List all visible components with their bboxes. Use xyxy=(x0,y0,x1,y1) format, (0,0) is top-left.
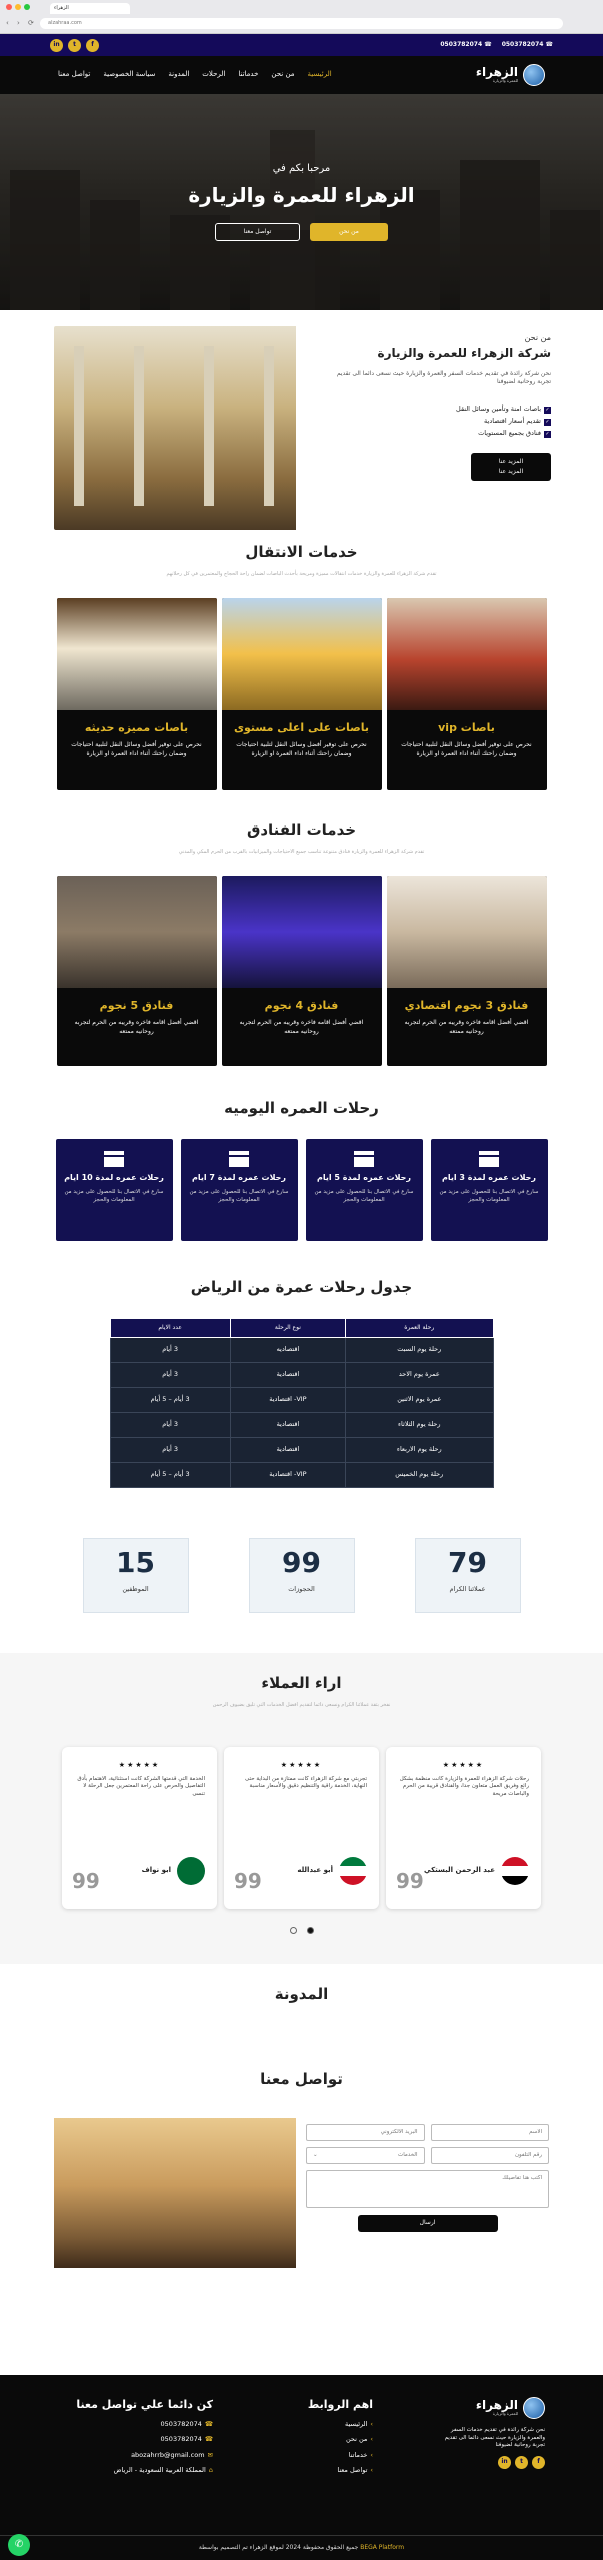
check-icon: ✓ xyxy=(545,430,550,437)
review-card: ★★★★★ الخدمة التي قدمتها الشركة كانت استثنائية، الاهتمام بأدق التفاصيل والحرص على راحة المعتمرين جعل الرحلة لا تنسى ابو نواف 99 xyxy=(62,1747,217,1909)
nav-privacy[interactable]: سياسة الخصوصية xyxy=(103,70,156,79)
service-select[interactable]: الخدمات ⌄ xyxy=(306,2147,425,2164)
kaaba-icon xyxy=(354,1151,374,1167)
flag-kuwait-icon xyxy=(339,1857,367,1885)
platform-link[interactable]: BEGA Platform xyxy=(360,2543,405,2551)
about-point: ✓تقديم أسعار اقتصادية xyxy=(484,416,550,425)
about-point: ✓باصات امنة وتأمين وسائل النقل xyxy=(456,404,550,413)
stars-icon: ★★★★★ xyxy=(280,1761,323,1769)
hotel-facade-image xyxy=(57,876,217,988)
footer-link[interactable]: ›من نحن xyxy=(345,2435,373,2444)
table-row: عمرة يوم الاحد اقتصادية 3 أيام xyxy=(110,1363,493,1388)
top-bar xyxy=(0,34,603,56)
schedule-title: جدول رحلات عمرة من الرياض xyxy=(190,1278,413,1296)
window-controls[interactable] xyxy=(6,4,30,10)
stat-clients: 79 عملائنا الكرام xyxy=(415,1538,521,1613)
globe-logo-icon xyxy=(523,64,545,86)
hotel-room-image xyxy=(387,876,547,988)
review-card: ★★★★★ رحلات شركة الزهراء للعمرة والزيارة كانت منظمة بشكل رائع وفريق العمل متعاون جدا، والفنادق قريبة من الحرم والباصات مريحة عبد الرحمن البستكي 99 xyxy=(386,1747,541,1909)
schedule-table xyxy=(110,1318,494,1488)
table-header: نوع الرحلة xyxy=(230,1319,345,1338)
main-nav xyxy=(0,56,603,94)
daily-trip-card[interactable]: رحلات عمره لمدة 10 ايام سارع في الاتصال بنا للحصول على مزيد من المعلومات والحجز xyxy=(56,1139,173,1241)
about-section xyxy=(0,310,603,528)
footer-link[interactable]: ›تواصل معنا xyxy=(337,2465,373,2474)
nav-contact[interactable]: تواصل معنا xyxy=(58,70,91,79)
table-row: رحلة يوم الاربعاء اقتصادية 3 أيام xyxy=(110,1438,493,1463)
transport-card[interactable]: باصات vip نحرص على توفير أفضل وسائل النقل لتلبية احتياجات وضمان راحتك أثناء اداء العمرة او الزيارة xyxy=(387,598,547,790)
footer-address: ⌂المملكة العربية السعودية - الرياض xyxy=(113,2465,213,2474)
nav-home[interactable]: الرئيسية xyxy=(307,70,332,79)
kaaba-icon xyxy=(104,1151,124,1167)
check-icon: ✓ xyxy=(545,418,550,425)
name-input[interactable]: الاسم xyxy=(431,2124,550,2141)
mosque-image xyxy=(54,326,296,530)
footer-link[interactable]: ›الرئيسية xyxy=(345,2420,373,2429)
table-row: رحلة يوم الثلاثاء اقتصادية 3 أيام xyxy=(110,1413,493,1438)
transport-title: خدمات الانتقال xyxy=(245,543,358,561)
bus-image xyxy=(222,598,382,710)
transport-card[interactable]: باصات على اعلى مستوى نحرص على توفير أفضل وسائل النقل لتلبية احتياجات وضمان راحتك أثناء اداء العمرة او الزيارة xyxy=(222,598,382,790)
about-label: من نحن xyxy=(524,333,551,342)
phone-link[interactable]: ☎ 0503782074 xyxy=(440,40,492,48)
address-bar[interactable]: alzahraa.com xyxy=(40,18,563,29)
phone-input[interactable]: رقم التلفون xyxy=(431,2147,550,2164)
contact-us-button[interactable]: تواصل معنا xyxy=(215,223,300,241)
daily-trip-card[interactable]: رحلات عمره لمدة 5 ايام سارع في الاتصال بنا للحصول على مزيد من المعلومات والحجز xyxy=(306,1139,423,1241)
hotel-card[interactable]: فنادق 3 نجوم اقتصادي اقضي أفضل اقامه فاخره وقريبه من الحرم لتجربه روحانيه ممتعه xyxy=(387,876,547,1066)
phone-link[interactable]: ☎ 0503782074 xyxy=(501,40,553,48)
hotels-title: خدمات الفنادق xyxy=(246,821,357,839)
blog-title: المدونة xyxy=(274,1985,329,2003)
hero-banner xyxy=(0,94,603,310)
globe-logo-icon xyxy=(523,2397,545,2419)
hotel-building-image xyxy=(222,876,382,988)
twitter-icon[interactable]: t xyxy=(515,2456,528,2469)
stars-icon: ★★★★★ xyxy=(118,1761,161,1769)
hero-title: الزهراء للعمرة والزيارة xyxy=(188,183,415,207)
whatsapp-icon[interactable]: ✆ xyxy=(8,2534,30,2556)
table-row: عمرة يوم الاثنين VIP- اقتصادية 3 أيام – 5 أيام xyxy=(110,1388,493,1413)
mosque-sunset-image xyxy=(54,2118,296,2268)
stat-employees: 15 الموظفين xyxy=(83,1538,189,1613)
transport-card[interactable]: باصات مميزه حديثه نحرص على توفير أفضل وسائل النقل لتلبية احتياجات وضمان راحتك أثناء اداء العمرة او الزيارة xyxy=(57,598,217,790)
flag-saudi-icon xyxy=(177,1857,205,1885)
footer-phone[interactable]: ☎0503782074 xyxy=(160,2420,213,2429)
instagram-icon[interactable]: in xyxy=(50,39,63,52)
logo[interactable]: الزهراء للعمرة والزيارة xyxy=(476,64,545,86)
footer-contact-title: كن دائما علي تواصل معنا xyxy=(76,2398,213,2411)
kaaba-icon xyxy=(479,1151,499,1167)
about-desc: نحن شركة رائدة في تقديم خدمات السفر والعمرة والزيارة حيث نسعى دائما الى تقديم تجربة روحانية لضيوفنا xyxy=(336,369,551,386)
table-row: رحلة يوم الخميس VIP- اقتصادية 3 أيام – 5 أيام xyxy=(110,1463,493,1488)
check-icon: ✓ xyxy=(545,406,550,413)
footer xyxy=(0,2375,603,2560)
browser-chrome xyxy=(0,0,603,34)
review-card: ★★★★★ تجربتي مع شركة الزهراء كانت ممتازة من البداية حتى النهاية، الخدمة راقية والتنظيم دقيق والأسعار مناسبة أبو عبدالله 99 xyxy=(224,1747,379,1909)
stars-icon: ★★★★★ xyxy=(442,1761,485,1769)
stat-bookings: 99 الحجوزات xyxy=(249,1538,355,1613)
quote-icon: 99 xyxy=(396,1869,424,1893)
daily-trip-card[interactable]: رحلات عمره لمدة 3 ايام سارع في الاتصال بنا للحصول على مزيد من المعلومات والحجز xyxy=(431,1139,548,1241)
more-about-button[interactable]: المزيد عنا المزيد عنا xyxy=(471,453,551,481)
about-point: ✓فنادق بجميع المستويات xyxy=(478,428,550,437)
hotel-card[interactable]: فنادق 5 نجوم اقضي أفضل اقامه فاخره وقريبه من الحرم لتجربه روحانيه ممتعه xyxy=(57,876,217,1066)
about-title: شركة الزهراء للعمرة والزيارة xyxy=(377,346,551,361)
reviews-title: اراء العملاء xyxy=(261,1674,342,1692)
message-textarea[interactable]: اكتب هنا تفاصيلك xyxy=(306,2170,549,2208)
nav-trips[interactable]: الرحلات xyxy=(202,70,226,79)
contact-title: تواصل معنا xyxy=(260,2070,343,2088)
links-title: اهم الروابط xyxy=(307,2398,373,2411)
table-header: عدد الايام xyxy=(110,1319,230,1338)
instagram-icon[interactable]: in xyxy=(498,2456,511,2469)
nav-services[interactable]: خدماتنا xyxy=(238,70,259,79)
send-button[interactable]: ارسال xyxy=(358,2215,498,2232)
contact-form xyxy=(306,2124,549,2232)
hero-welcome: مرحبا بكم في xyxy=(272,163,331,174)
transport-subtitle: تقدم شركة الزهراء للعمرة والزيارة خدمات انتقالات مميزة ومريحة بأحدث الباصات لضمان راحة الحجاج والمعتمرين في كل رحلاتهم xyxy=(166,571,437,577)
footer-link[interactable]: ›خدماتنا xyxy=(348,2450,373,2459)
chevron-down-icon: ⌄ xyxy=(313,2152,318,2158)
bus-image xyxy=(387,598,547,710)
reviews-subtitle: نفخر بثقة عملائنا الكرام ونسعى دائما لتقديم افضل الخدمات التي تليق بضيوف الرحمن xyxy=(212,1702,391,1708)
browser-tab[interactable]: الزهراء xyxy=(50,3,130,14)
footer-logo[interactable]: الزهراء للعمرة والزيارة xyxy=(435,2397,545,2419)
flag-egypt-icon xyxy=(501,1857,529,1885)
quote-icon: 99 xyxy=(72,1869,100,1893)
facebook-icon[interactable]: f xyxy=(86,39,99,52)
hotel-card[interactable]: فنادق 4 نجوم اقضي أفضل اقامه فاخره وقريبه من الحرم لتجربه روحانيه ممتعه xyxy=(222,876,382,1066)
table-row: رحلة يوم السبت اقتصاديه 3 أيام xyxy=(110,1338,493,1363)
nav-about[interactable]: من نحن xyxy=(271,70,295,79)
table-header: رحلة العمرة xyxy=(346,1319,493,1338)
email-input[interactable]: البريد الالكتروني xyxy=(306,2124,425,2141)
bus-interior-image xyxy=(57,598,217,710)
hotels-subtitle: تقدم شركة الزهراء للعمرة والزيارة فنادق متنوعة تناسب جميع الاحتياجات والميزانيات بالقرب من الحرم المكي والمدني xyxy=(178,849,425,855)
facebook-icon[interactable]: f xyxy=(532,2456,545,2469)
quote-icon: 99 xyxy=(234,1869,262,1893)
footer-about: نحن شركة رائدة في تقديم خدمات السفر والعمرة والزيارة حيث نسعى دائما الى تقديم تجربة روحانية لضيوفنا xyxy=(444,2427,545,2449)
daily-trips-title: رحلات العمره اليوميه xyxy=(224,1099,379,1117)
carousel-dots[interactable] xyxy=(0,1927,603,1934)
footer-phone[interactable]: ☎0503782074 xyxy=(160,2435,213,2444)
browser-nav-arrows[interactable]: ‹ › ⟳ xyxy=(6,19,37,27)
twitter-icon[interactable]: t xyxy=(68,39,81,52)
kaaba-icon xyxy=(229,1151,249,1167)
footer-email[interactable]: ✉abozahrrb@gmail.com xyxy=(131,2450,213,2459)
nav-blog[interactable]: المدونة xyxy=(168,70,190,79)
copyright: BEGA Platform جميع الحقوق محفوظة 2024 لموقع الزهراء تم التصميم بواسطة xyxy=(0,2535,603,2552)
daily-trip-card[interactable]: رحلات عمره لمدة 7 ايام سارع في الاتصال بنا للحصول على مزيد من المعلومات والحجز xyxy=(181,1139,298,1241)
about-us-button[interactable]: من نحن xyxy=(310,223,388,241)
